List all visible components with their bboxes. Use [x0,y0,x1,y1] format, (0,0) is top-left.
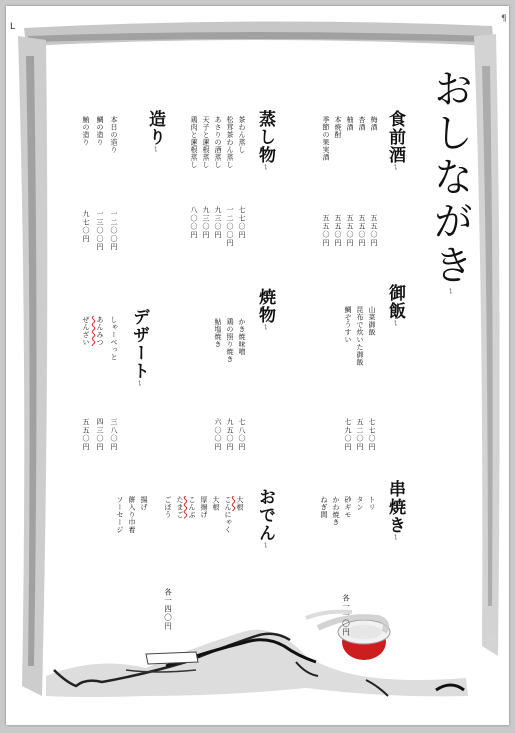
menu-page [6,6,509,725]
item-price: 三八〇円 [110,418,118,451]
list-item: かわ焼き [332,496,340,526]
list-item: かき焼味噌 [238,318,246,356]
item-price: 八〇〇円 [190,206,198,239]
section-heading-yakimono [256,288,273,331]
list-item: 杏酒 [358,116,366,131]
heading-text: 串焼き [385,480,405,534]
list-item: 砂ギモ [344,496,352,519]
heading-text: 造り [145,110,165,146]
list-item: 茶わん蒸し [238,116,246,154]
heading-text: 御飯 [385,284,405,320]
list-item: こんぶ [188,496,196,519]
item-price: 九七〇円 [82,210,90,243]
list-item: あんみつ [96,316,104,346]
list-item: ごぼう [164,496,172,519]
item-price: 七八〇円 [238,418,246,451]
item-price: 七七〇円 [368,418,376,451]
section-heading-kushiyaki [386,480,403,541]
item-price: 九五〇円 [226,418,234,451]
list-item: 大根 [236,496,244,511]
common-price: 各一四〇円 [163,588,173,631]
section-heading-dessert [130,308,147,387]
list-item: 松茸茶わん蒸し [226,116,234,169]
list-item: 鶏の照り焼き [226,318,234,363]
return-mark-icon: ↩ [261,324,269,331]
heading-text: おでん [255,488,275,542]
return-mark-icon: ↩ [261,164,269,171]
section-heading-shokuzenshu [386,110,403,171]
section-heading-mushimono [256,110,273,171]
list-item: 餅入り巾着 [128,496,136,534]
item-price: 六〇〇円 [214,418,222,451]
heading-text: デザート [129,308,149,380]
list-item: 大根 [212,496,220,511]
list-item: ねぎ間 [320,496,328,519]
heading-text: 食前酒 [385,110,405,164]
list-item: 梅酒 [370,116,378,131]
item-price: 七九〇円 [344,418,352,451]
list-item: ソーセージ [116,496,124,534]
return-mark-icon: ↩ [261,542,269,549]
item-price: 七七〇円 [238,206,246,239]
list-item: 揚げ [140,496,148,511]
list-item: 本日の造り [110,116,118,154]
heading-text: 焼物 [255,288,275,324]
list-item: 鮪の造り [82,116,90,146]
section-heading-oden [256,488,273,549]
list-item: 鶏肉と蓮根蒸し [190,116,198,169]
list-item: タン [356,496,364,511]
list-item: こんにゃく [224,496,232,534]
menu-title-text: おしながき [427,68,473,288]
list-item: 天子と蓮根蒸し [202,116,210,169]
list-item: ぜんざい [82,316,90,346]
list-item: 本焼酎 [334,116,342,139]
return-mark-icon: ↩ [135,380,143,387]
return-mark-icon: ↩ [391,534,399,541]
return-mark-icon: ↩ [391,320,399,327]
common-price: 各一一〇円 [341,594,351,637]
corner-crop-mark: L [10,22,16,32]
section-heading-gohan [386,284,403,327]
list-item: たまご [176,496,184,519]
list-item: トリ [368,496,376,511]
return-mark-icon: ↩ [446,288,454,298]
item-price: 五五〇円 [82,418,90,451]
section-heading-tsukuri [146,110,163,153]
item-price: 五五〇円 [346,214,354,247]
return-mark-icon: ↩ [391,164,399,171]
list-item: 鮎塩焼き [214,318,222,348]
list-item: 厚揚げ [200,496,208,519]
list-item: 鯛ぞうすい [344,306,352,344]
item-price: 四三〇円 [96,418,104,451]
item-price: 五五〇円 [334,214,342,247]
list-item: 鯛の造り [96,116,104,146]
item-price: 五五〇円 [358,214,366,247]
list-item: あさりの酒蒸し [214,116,222,169]
item-price: 一三〇〇円 [96,210,104,251]
menu-title [427,68,473,298]
item-price: 九三〇円 [202,206,210,239]
item-price: 五二〇円 [356,418,364,451]
item-price: 五五〇円 [322,214,330,247]
return-mark-icon: ↩ [151,146,159,153]
list-item: 柚酒 [346,116,354,131]
item-price: 一二〇〇円 [226,206,234,247]
list-item: しゃーべっと [110,316,118,361]
list-item: 昆布で炊いた御飯 [356,306,364,366]
heading-text: 蒸し物 [255,110,275,164]
list-item: 山菜御飯 [368,306,376,336]
landscape-illustration [46,630,468,697]
item-price: 五五〇円 [370,214,378,247]
item-price: 九三〇円 [214,206,222,239]
paragraph-mark-icon: ¶ [501,14,507,24]
item-price: 一二〇〇円 [110,210,118,251]
list-item: 季節の果実酒 [322,116,330,161]
